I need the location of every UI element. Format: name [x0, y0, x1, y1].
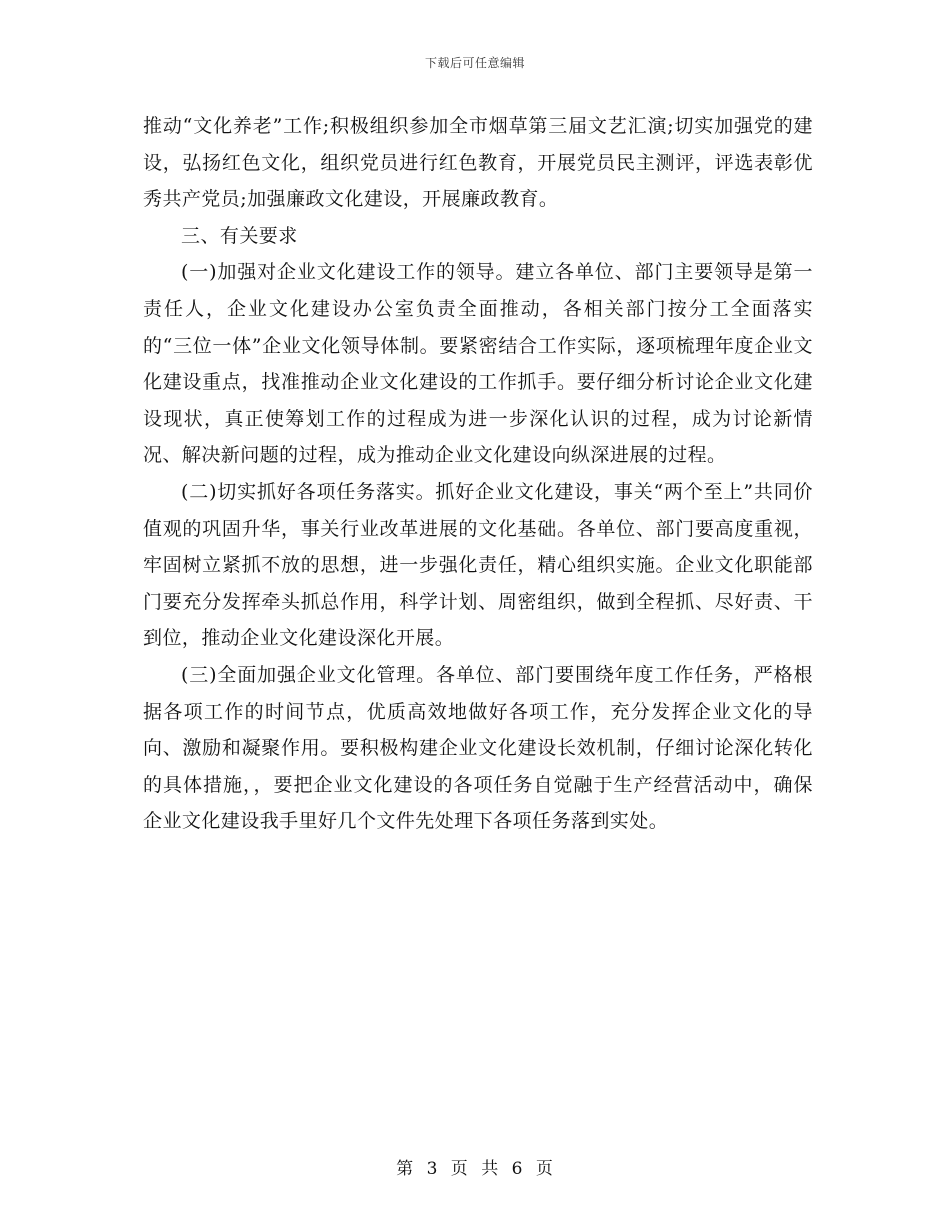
- page-header: 下载后可任意编辑: [424, 56, 525, 70]
- page-number-footer: 第 3 页 共 6 页: [396, 1159, 554, 1179]
- paragraph-continuation: 推动“文化养老”工作;积极组织参加全市烟草第三届文艺汇演;切实加强党的建设，弘扬红色文化，组织党员进行红色教育，开展党员民主测评，评选表彰优秀共产党员;加强廉政文化建设，开展廉政教育。: [143, 115, 813, 211]
- document-body: [143, 108, 813, 840]
- paragraph-requirement-1: (一)加强对企业文化建设工作的领导。建立各单位、部门主要领导是第一责任人，企业文化建设办公室负责全面推动，各相关部门按分工全面落实的“三位一体”企业文化领导体制。要紧密结合工作实际，逐项梳理年度企业文化建设重点，找准推动企业文化建设的工作抓手。要仔细分析讨论企业文化建设现状，真正使筹划工作的过程成为进一步深化认识的过程，成为讨论新情况、解决新问题的过程，成为推动企业文化建设向纵深进展的过程。: [143, 261, 813, 467]
- paragraph-requirement-3: (三)全面加强企业文化管理。各单位、部门要围绕年度工作任务，严格根据各项工作的时间节点，优质高效地做好各项工作，充分发挥企业文化的导向、激励和凝聚作用。要积极构建企业文化建设长效机制，仔细讨论深化转化的具体措施，，要把企业文化建设的各项任务自觉融于生产经营活动中，确保企业文化建设我手里好几个文件先处理下各项任务落到实处。: [143, 663, 813, 833]
- paragraph-requirement-2: (二)切实抓好各项任务落实。抓好企业文化建设，事关“两个至上”共同价值观的巩固升华，事关行业改革进展的文化基础。各单位、部门要高度重视，牢固树立紧抓不放的思想，进一步强化责任，精心组织实施。企业文化职能部门要充分发挥牵头抓总作用，科学计划、周密组织，做到全程抓、尽好责、干到位，推动企业文化建设深化开展。: [143, 480, 813, 650]
- section-heading-requirements: 三、有关要求: [181, 224, 298, 247]
